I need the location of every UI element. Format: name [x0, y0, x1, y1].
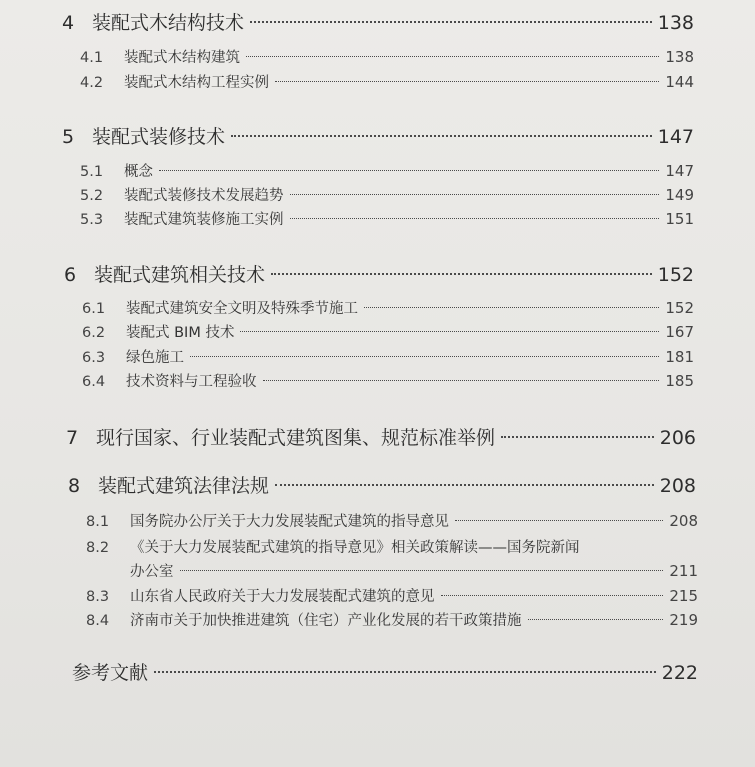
- dot-leader: [159, 170, 659, 171]
- dot-leader: [154, 671, 656, 673]
- page-number: 208: [659, 475, 696, 497]
- toc-section-8-3[interactable]: [86, 585, 698, 606]
- toc-section-6-4[interactable]: [82, 370, 694, 391]
- toc-chapter-7[interactable]: [66, 423, 696, 450]
- toc-section-5-3[interactable]: [80, 208, 694, 229]
- toc-chapter-5[interactable]: [62, 122, 694, 149]
- section-title: 装配式木结构工程实例: [124, 75, 269, 91]
- section-title: 济南市关于加快推进建筑（住宅）产业化发展的若干政策措施: [130, 613, 522, 629]
- section-title: 装配式 BIM 技术: [126, 325, 235, 341]
- dot-leader: [263, 380, 660, 381]
- section-number: 4.1: [80, 50, 104, 66]
- page-number: 147: [665, 162, 694, 180]
- dot-leader: [180, 570, 664, 571]
- page-number: 167: [665, 323, 694, 341]
- section-title: 装配式木结构建筑: [124, 50, 240, 66]
- chapter-number: 8: [68, 475, 81, 497]
- toc-section-8-2[interactable]: [86, 536, 698, 557]
- chapter-title: 装配式建筑相关技术: [94, 264, 266, 286]
- section-title: 技术资料与工程验收: [126, 374, 257, 390]
- section-number: 6.3: [82, 350, 106, 366]
- dot-leader: [275, 81, 659, 82]
- section-number: 6.1: [82, 301, 106, 317]
- section-number: 8.3: [86, 589, 110, 605]
- toc-section-4-2[interactable]: [80, 71, 694, 92]
- chapter-title: 装配式木结构技术: [92, 12, 245, 34]
- section-number: 6.4: [82, 374, 106, 390]
- references-title: 参考文献: [72, 662, 149, 684]
- dot-leader: [290, 218, 660, 219]
- toc-chapter-4[interactable]: [62, 8, 694, 35]
- toc-references[interactable]: [72, 658, 698, 685]
- toc-section-6-2[interactable]: [82, 321, 694, 342]
- chapter-number: 4: [62, 12, 75, 34]
- section-title: 《关于大力发展装配式建筑的指导意见》相关政策解读——国务院新闻: [130, 540, 580, 556]
- section-number: 5.2: [80, 188, 104, 204]
- page-number: 215: [669, 587, 698, 605]
- dot-leader: [271, 273, 652, 275]
- dot-leader: [528, 619, 664, 620]
- page-number: 152: [657, 264, 694, 286]
- page-number: 151: [665, 210, 694, 228]
- chapter-number: 5: [62, 126, 75, 148]
- dot-leader: [246, 56, 659, 57]
- chapter-title: 现行国家、行业装配式建筑图集、规范标准举例: [96, 427, 496, 449]
- page-number: 208: [669, 512, 698, 530]
- dot-leader: [441, 595, 664, 596]
- section-number: 8.2: [86, 540, 110, 556]
- page-number: 144: [665, 73, 694, 91]
- chapter-title: 装配式建筑法律法规: [98, 475, 270, 497]
- toc-chapter-8[interactable]: [68, 471, 696, 498]
- page-number: 138: [665, 48, 694, 66]
- chapter-title: 装配式装修技术: [92, 126, 226, 148]
- toc-section-5-1[interactable]: [80, 160, 694, 181]
- section-number: 5.1: [80, 164, 104, 180]
- page-number: 147: [657, 126, 694, 148]
- section-title: 绿色施工: [126, 350, 184, 366]
- chapter-number: 6: [64, 264, 77, 286]
- dot-leader: [364, 307, 659, 308]
- dot-leader: [290, 194, 660, 195]
- page-number: 185: [665, 372, 694, 390]
- section-number: 6.2: [82, 325, 106, 341]
- page-number: 219: [669, 611, 698, 629]
- page-number: 152: [665, 299, 694, 317]
- page-number: 222: [661, 662, 698, 684]
- toc-section-8-1[interactable]: [86, 510, 698, 531]
- section-title: 装配式建筑装修施工实例: [124, 212, 284, 228]
- page-number: 138: [657, 12, 694, 34]
- dot-leader: [275, 484, 654, 486]
- dot-leader: [250, 21, 652, 23]
- section-number: 4.2: [80, 75, 104, 91]
- chapter-number: 7: [66, 427, 79, 449]
- toc-section-6-1[interactable]: [82, 297, 694, 318]
- dot-leader: [190, 356, 659, 357]
- section-title: 概念: [124, 164, 153, 180]
- toc-section-4-1[interactable]: [80, 46, 694, 67]
- section-number: 5.3: [80, 212, 104, 228]
- page-number: 181: [665, 348, 694, 366]
- section-title: 装配式装修技术发展趋势: [124, 188, 284, 204]
- dot-leader: [231, 135, 652, 137]
- toc-section-6-3[interactable]: [82, 346, 694, 367]
- page-number: 149: [665, 186, 694, 204]
- toc-section-8-4[interactable]: [86, 609, 698, 630]
- section-title: 山东省人民政府关于大力发展装配式建筑的意见: [130, 589, 435, 605]
- section-title: 装配式建筑安全文明及特殊季节施工: [126, 301, 358, 317]
- page-number: 211: [669, 562, 698, 580]
- section-title: 国务院办公厅关于大力发展装配式建筑的指导意见: [130, 514, 449, 530]
- page-number: 206: [659, 427, 696, 449]
- dot-leader: [455, 520, 663, 521]
- toc-section-5-2[interactable]: [80, 184, 694, 205]
- toc-section-8-2-continued[interactable]: [130, 560, 698, 581]
- section-number: 8.4: [86, 613, 110, 629]
- toc-chapter-6[interactable]: [64, 260, 694, 287]
- section-title-continued: 办公室: [130, 564, 174, 580]
- dot-leader: [240, 331, 659, 332]
- dot-leader: [501, 436, 654, 438]
- section-number: 8.1: [86, 514, 110, 530]
